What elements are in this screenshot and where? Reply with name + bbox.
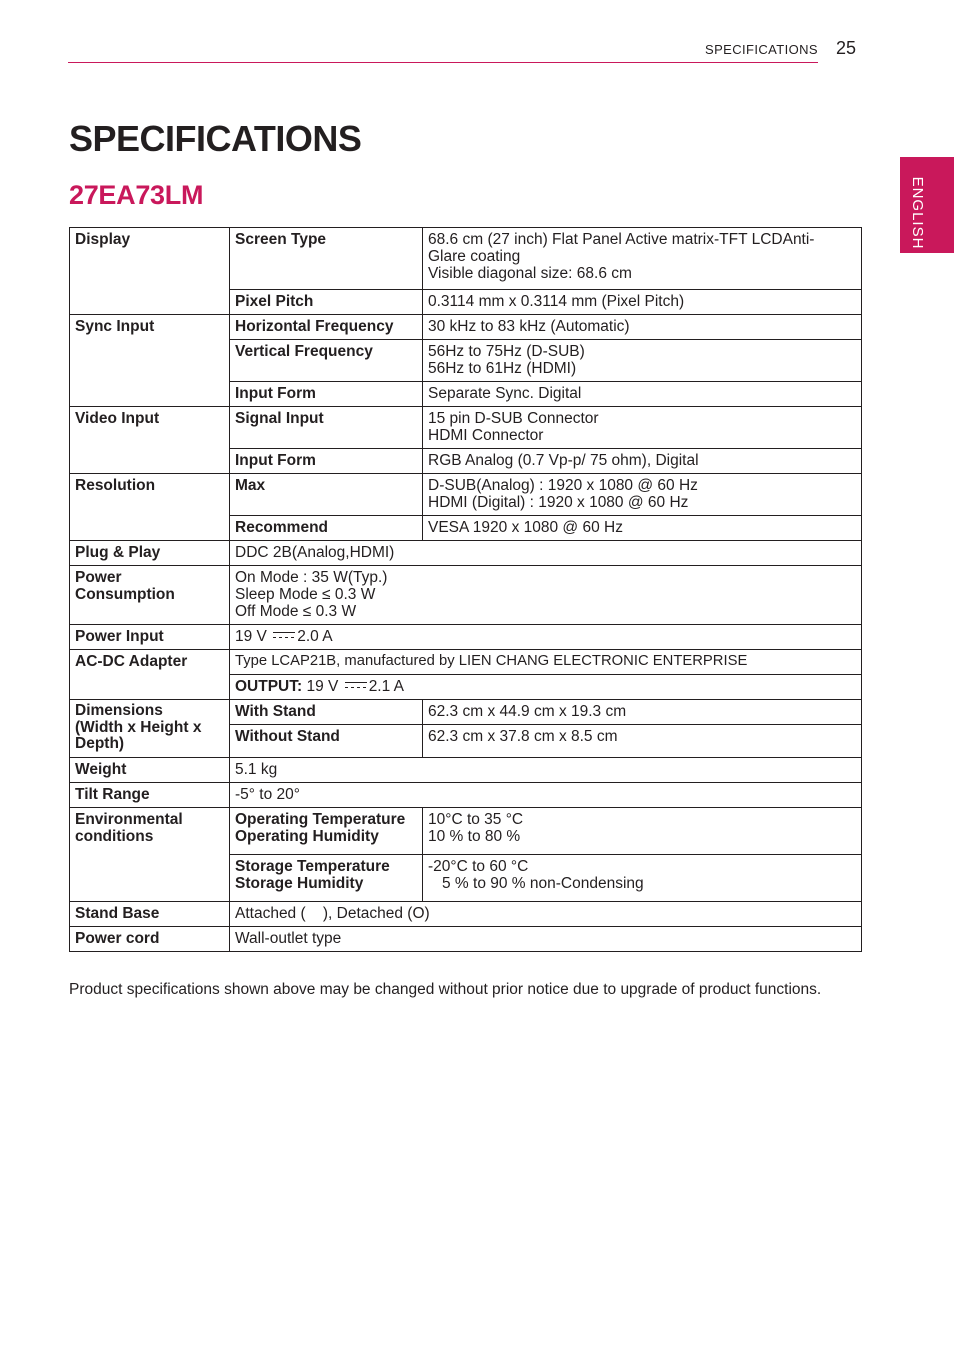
storage-temperature: -20°C to 60 °C: [428, 858, 529, 875]
value-stand-base: Attached ( ), Detached (O): [230, 902, 862, 927]
label-recommend-resolution: Recommend: [230, 516, 423, 541]
category-environmental: Environmental conditions: [70, 808, 230, 902]
power-input-current: 2.0 A: [297, 628, 333, 645]
category-plug-play: Plug & Play: [70, 541, 230, 566]
table-row: [70, 625, 862, 650]
value-power-consumption: On Mode : 35 W(Typ.) Sleep Mode ≤ 0.3 W Off Mode ≤ 0.3 W: [230, 566, 862, 625]
dc-symbol-icon: [273, 632, 295, 641]
table-row: [70, 902, 862, 927]
category-power-cord: Power cord: [70, 927, 230, 952]
table-row: [70, 758, 862, 783]
footnote: Product specifications shown above may be changed without prior notice due to upgrade of product functions.: [69, 980, 822, 998]
table-row: [70, 700, 862, 725]
value-horizontal-frequency: 30 kHz to 83 kHz (Automatic): [423, 315, 862, 340]
power-input-voltage: 19 V: [235, 628, 267, 645]
category-tilt-range: Tilt Range: [70, 783, 230, 808]
category-power-consumption: Power Consumption: [70, 566, 230, 625]
value-with-stand: 62.3 cm x 44.9 cm x 19.3 cm: [423, 700, 862, 725]
language-tab-label: ENGLISH: [909, 176, 926, 250]
category-display: Display: [70, 228, 230, 315]
value-sync-input-form: Separate Sync. Digital: [423, 382, 862, 407]
value-storage-conditions: [423, 855, 862, 902]
value-operating-conditions: [423, 808, 862, 855]
value-video-input-form: RGB Analog (0.7 Vp-p/ 75 ohm), Digital: [423, 449, 862, 474]
category-weight: Weight: [70, 758, 230, 783]
category-video-input: Video Input: [70, 407, 230, 474]
language-tab: [900, 157, 954, 253]
value-weight: 5.1 kg: [230, 758, 862, 783]
category-stand-base: Stand Base: [70, 902, 230, 927]
value-max-resolution: D-SUB(Analog) : 1920 x 1080 @ 60 Hz HDMI (Digital) : 1920 x 1080 @ 60 Hz: [423, 474, 862, 516]
category-power-input: Power Input: [70, 625, 230, 650]
label-sync-input-form: Input Form: [230, 382, 423, 407]
value-adapter-output: [230, 675, 862, 700]
table-row: [70, 407, 862, 449]
value-plug-play: DDC 2B(Analog,HDMI): [230, 541, 862, 566]
label-operating-conditions: Operating Temperature Operating Humidity: [230, 808, 423, 855]
value-pixel-pitch: 0.3114 mm x 0.3114 mm (Pixel Pitch): [423, 290, 862, 315]
running-title: SPECIFICATIONS: [705, 42, 818, 57]
page-number: 25: [836, 38, 857, 58]
dc-symbol-icon: [345, 682, 367, 691]
value-adapter-type: Type LCAP21B, manufactured by LIEN CHANG ELECTRONIC ENTERPRISE: [230, 650, 862, 675]
adapter-output-current: 2.1 A: [368, 678, 405, 695]
label-signal-input: Signal Input: [230, 407, 423, 449]
label-screen-type: Screen Type: [230, 228, 423, 290]
label-vertical-frequency: Vertical Frequency: [230, 340, 423, 382]
label-with-stand: With Stand: [230, 700, 423, 725]
value-signal-input: 15 pin D-SUB Connector HDMI Connector: [423, 407, 862, 449]
value-without-stand: 62.3 cm x 37.8 cm x 8.5 cm: [423, 725, 862, 758]
table-row: [70, 808, 862, 855]
table-row: [70, 315, 862, 340]
value-power-cord: Wall-outlet type: [230, 927, 862, 952]
label-without-stand: Without Stand: [230, 725, 423, 758]
table-row: [70, 650, 862, 675]
table-row: [70, 474, 862, 516]
label-pixel-pitch: Pixel Pitch: [230, 290, 423, 315]
table-row: [70, 566, 862, 625]
label-video-input-form: Input Form: [230, 449, 423, 474]
model-title: 27EA73LM: [69, 180, 204, 210]
value-recommend-resolution: VESA 1920 x 1080 @ 60 Hz: [423, 516, 862, 541]
label-storage-conditions: Storage Temperature Storage Humidity: [230, 855, 423, 902]
label-horizontal-frequency: Horizontal Frequency: [230, 315, 423, 340]
spec-table: [69, 227, 862, 952]
table-row: [70, 541, 862, 566]
table-row: [70, 228, 862, 290]
adapter-output-label: OUTPUT:: [235, 678, 303, 695]
category-ac-dc-adapter: AC-DC Adapter: [70, 650, 230, 700]
storage-humidity: 5 % to 90 % non-Condensing: [442, 875, 644, 892]
value-tilt-range: -5° to 20°: [230, 783, 862, 808]
operating-temperature: 10°C to 35 °C: [428, 811, 524, 828]
value-power-input: [230, 625, 862, 650]
category-sync-input: Sync Input: [70, 315, 230, 407]
label-max-resolution: Max: [230, 474, 423, 516]
page-title: SPECIFICATIONS: [69, 118, 362, 159]
category-resolution: Resolution: [70, 474, 230, 541]
running-header: [68, 38, 818, 63]
table-row: [70, 927, 862, 952]
operating-humidity: 10 % to 80 %: [428, 828, 521, 845]
value-screen-type: 68.6 cm (27 inch) Flat Panel Active matrix-TFT LCDAnti- Glare coating Visible diagonal size: 68.6 cm: [423, 228, 862, 290]
adapter-output-voltage: 19 V: [306, 678, 339, 695]
table-row: [70, 783, 862, 808]
category-dimensions: Dimensions (Width x Height x Depth): [70, 700, 230, 758]
value-vertical-frequency: 56Hz to 75Hz (D-SUB) 56Hz to 61Hz (HDMI): [423, 340, 862, 382]
